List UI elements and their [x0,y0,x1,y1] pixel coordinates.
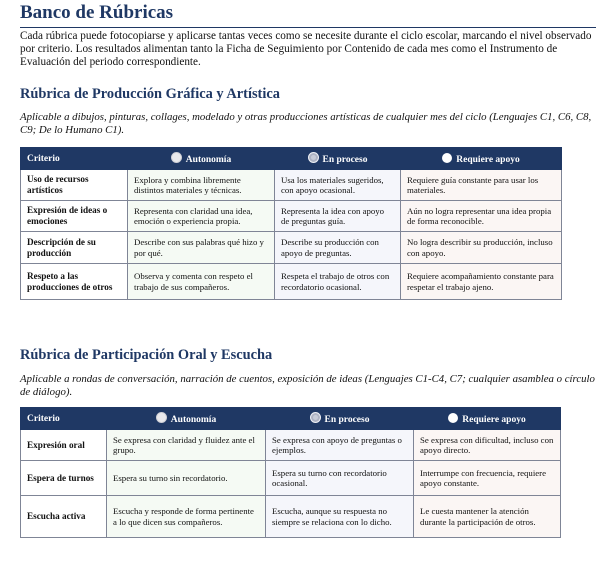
rubric1-header-apoyo [401,148,562,170]
apoyo-cell: No logra describir su producción, incluso con apoyo. [401,232,562,264]
page-title: Banco de Rúbricas [20,2,174,23]
level-circle-icon [156,412,167,423]
apoyo-cell: Interrumpe con frecuencia, requiere apoyo constante. [414,461,561,496]
table-row [21,170,562,201]
apoyo-cell: Se expresa con dificultad, incluso con apoyo directo. [414,430,561,461]
criterio-cell: Espera de turnos [21,461,107,496]
criterio-cell: Respeto a las producciones de otros [21,264,128,300]
intro-paragraph: Cada rúbrica puede fotocopiarse y aplicarse tantas veces como se necesite durante el ciclo escolar, marcando el nivel observado por criterio. Los resultados alimentan tanto la Ficha de Seguimiento por Contenido de cada mes como el Instrumento de Evaluación del periodo correspondiente. [20,30,592,69]
apoyo-cell: Requiere acompañamiento constante para respetar el trabajo ajeno. [401,264,562,300]
rubric2-header-proceso [266,408,414,430]
proceso-cell: Respeta el trabajo de otros con recordatorio ocasional. [275,264,401,300]
criterio-cell: Escucha activa [21,496,107,538]
rubric1-subtitle: Aplicable a dibujos, pinturas, collages, modelado y otras producciones artísticas de cualquier mes del ciclo (Lenguajes C1, C6, C8, C9; De lo Humano C1). [20,111,592,136]
table-row [21,496,561,538]
rubric2-header-autonomia-label: Autonomía [170,415,217,425]
rubric2-table [20,407,561,538]
proceso-cell: Se expresa con apoyo de preguntas o ejemplos. [266,430,414,461]
proceso-cell: Representa la idea con apoyo de preguntas guía. [275,201,401,232]
level-circle-icon [171,152,182,163]
criterio-cell: Expresión de ideas o emociones [21,201,128,232]
autonomia-cell: Representa con claridad una idea, emoción o experiencia propia. [128,201,275,232]
rubric1-header-row [21,148,562,170]
rubric1-table [20,147,562,300]
table-row [21,461,561,496]
rubric2-header-apoyo [414,408,561,430]
rubric2-header-apoyo-label: Requiere apoyo [462,414,526,425]
rubric1-title: Rúbrica de Producción Gráfica y Artística [20,86,280,102]
rubric2-header-criterio: Criterio [21,408,107,430]
autonomia-cell: Se expresa con claridad y fluidez ante el grupo. [107,430,266,461]
rubric2-header-autonomia [107,408,266,430]
rubric1-header-proceso [275,148,401,170]
table-row [21,264,562,300]
rubric2-header-row [21,408,561,430]
apoyo-cell: Le cuesta mantener la atención durante la participación de otros. [414,496,561,538]
rubric1-header-criterio: Criterio [21,148,128,170]
apoyo-cell: Aún no logra representar una idea propia de forma reconocible. [401,201,562,232]
autonomia-cell: Explora y combina libremente distintos materiales y técnicas. [128,170,275,201]
autonomia-cell: Describe con sus palabras qué hizo y por qué. [128,232,275,264]
rubric2-title: Rúbrica de Participación Oral y Escucha [20,347,273,363]
criterio-cell: Expresión oral [21,430,107,461]
table-row [21,430,561,461]
title-divider [20,27,596,28]
criterio-cell: Descripción de su producción [21,232,128,264]
level-circle-icon [310,412,321,423]
rubric1-header-apoyo-label: Requiere apoyo [456,154,520,165]
level-circle-icon [308,152,319,163]
autonomia-cell: Observa y comenta con respeto el trabajo de sus compañeros. [128,264,275,300]
rubric1-header-autonomia [128,148,275,170]
level-circle-icon [448,413,458,423]
rubric1-header-proceso-label: En proceso [322,155,368,165]
apoyo-cell: Requiere guía constante para usar los materiales. [401,170,562,201]
rubric2-header-proceso-label: En proceso [324,415,370,425]
level-circle-icon [442,153,452,163]
proceso-cell: Usa los materiales sugeridos, con apoyo ocasional. [275,170,401,201]
rubric2-subtitle: Aplicable a rondas de conversación, narración de cuentos, exposición de ideas (Lenguajes C1-C4, C7; cualquier asamblea o círculo de diálogo). [20,373,595,398]
proceso-cell: Describe su producción con apoyo de preguntas. [275,232,401,264]
table-row [21,232,562,264]
autonomia-cell: Escucha y responde de forma pertinente a lo que dicen sus compañeros. [107,496,266,538]
table-row [21,201,562,232]
autonomia-cell: Espera su turno sin recordatorio. [107,461,266,496]
criterio-cell: Uso de recursos artísticos [21,170,128,201]
rubric1-header-autonomia-label: Autonomía [185,155,232,165]
proceso-cell: Escucha, aunque su respuesta no siempre se relaciona con lo dicho. [266,496,414,538]
proceso-cell: Espera su turno con recordatorio ocasional. [266,461,414,496]
